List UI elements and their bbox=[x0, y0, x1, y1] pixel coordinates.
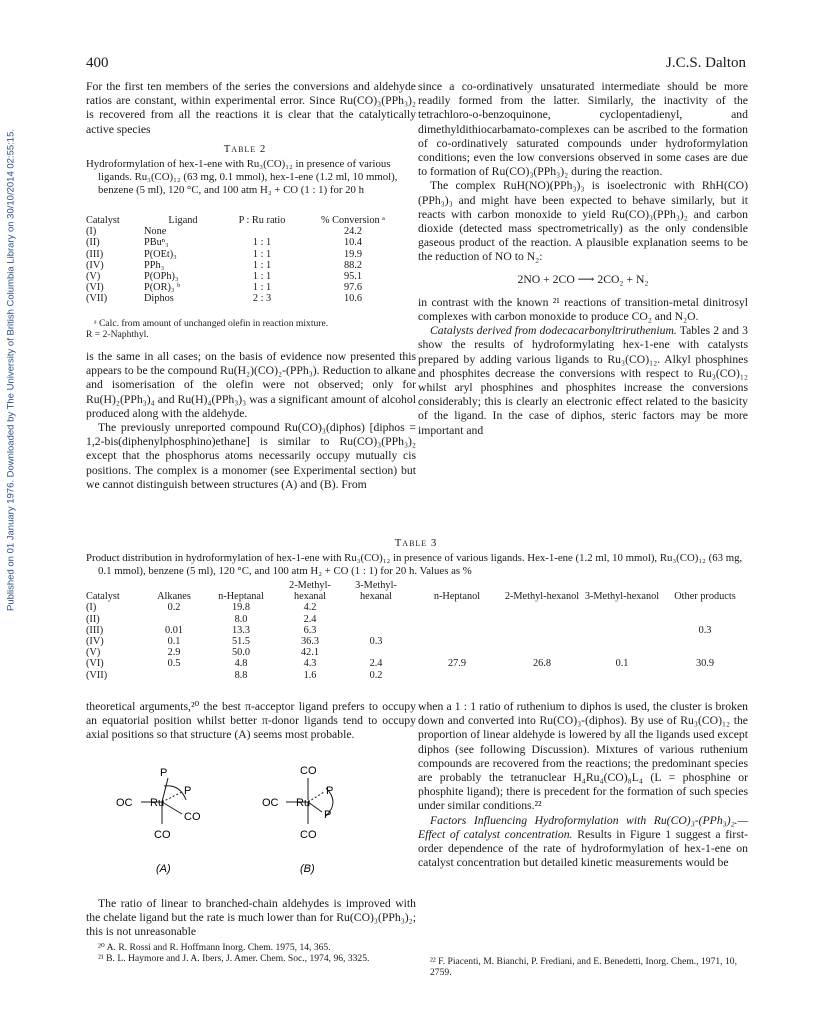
table-cell bbox=[502, 614, 582, 625]
table-3-title: Table 3 bbox=[394, 537, 438, 549]
paragraph: The ratio of linear to branched-chain aldehydes is improved with the chelate ligand but the rate is much lower than for Ru(CO)₃(PPh₃)₂; this is not unreasonable bbox=[86, 897, 416, 939]
paragraph-text: Results in Figure 1 suggest a first-order dependence of the rate of hydroformylation of hex-1-ene on catalyst concentration but detailed kinetic measurements would be bbox=[418, 827, 749, 870]
table-3 bbox=[86, 580, 748, 681]
table-cell: PBuⁿ₃ bbox=[144, 237, 169, 249]
table-cell: P(OR)₃ ᵇ bbox=[144, 282, 181, 294]
atom-label: CO bbox=[300, 765, 317, 777]
table-cell bbox=[662, 614, 748, 625]
table-cell: 1.6 bbox=[303, 669, 317, 681]
table-header: n-Heptanol bbox=[433, 591, 481, 603]
table-cell bbox=[662, 647, 748, 658]
table-cell: 88.2 bbox=[343, 259, 363, 271]
table-2-title: Table 2 bbox=[223, 143, 267, 155]
table-cell: 0.1 bbox=[167, 636, 181, 648]
atom-label: Ru bbox=[150, 797, 165, 809]
atom-label: CO bbox=[184, 811, 201, 823]
table-row bbox=[86, 271, 404, 282]
table-cell: 10.4 bbox=[343, 237, 363, 249]
table-header: 3-Methyl-hexanol bbox=[584, 591, 660, 603]
table-cell bbox=[582, 636, 662, 647]
left-footnotes bbox=[86, 942, 416, 964]
table-header: n-Heptanal bbox=[218, 591, 264, 603]
table-cell: 26.8 bbox=[532, 658, 552, 670]
left-mid-text bbox=[86, 350, 416, 492]
table-cell: 4.8 bbox=[234, 658, 248, 670]
table-cell: 19.8 bbox=[231, 602, 251, 614]
table-cell bbox=[502, 647, 582, 658]
table-row bbox=[86, 293, 404, 304]
table-cell: 36.3 bbox=[300, 636, 320, 648]
table-2-caption bbox=[86, 143, 404, 197]
table-cell: 95.1 bbox=[343, 271, 363, 283]
table-cell bbox=[502, 670, 582, 681]
table-cell: 97.6 bbox=[343, 282, 363, 294]
structure-label: (B) bbox=[300, 863, 315, 875]
download-notice bbox=[4, 100, 18, 640]
table-cell: PPh₃ bbox=[144, 259, 165, 271]
table-cell bbox=[662, 670, 748, 681]
paragraph-text: Tables 2 and 3 show the results of hydroformylating hex-1-ene with catalysts prepared by adding various ligands to Ru₃(CO)₁₂. Alkyl phosphines and phosphites decrease the conversions with respect to Ru₃(CO)₁₂ whilst aryl phosphines and phosphites increase the conversions considerably; this is clearly an electronic effect related to the basicity of the ligand. In the case of diphos, steric factors may be more important and bbox=[418, 324, 748, 437]
table-cell: 1 : 1 bbox=[252, 271, 272, 283]
left-bottom-text bbox=[86, 700, 416, 743]
table-row bbox=[86, 625, 748, 636]
table-cell: 13.3 bbox=[231, 624, 251, 636]
table-cell: (V) bbox=[86, 271, 101, 283]
footnote-21: ²¹ B. L. Haymore and J. A. Ibers, J. Amer. Chem. Soc., 1974, 96, 3325. bbox=[98, 953, 370, 964]
table-cell: (I) bbox=[86, 226, 97, 238]
table-header: Catalyst bbox=[86, 591, 120, 603]
table-cell: 2.9 bbox=[167, 647, 181, 659]
table-cell: 0.2 bbox=[167, 602, 181, 614]
table-cell: (VII) bbox=[86, 669, 108, 681]
table-cell bbox=[222, 226, 302, 237]
table-header: 2-Methyl-hexanal bbox=[289, 580, 331, 603]
table-row bbox=[86, 282, 404, 293]
table-cell: (III) bbox=[86, 624, 104, 636]
table-cell: 19.9 bbox=[343, 248, 363, 260]
atom-label: OC bbox=[262, 797, 279, 809]
table-cell: 6.3 bbox=[303, 624, 317, 636]
table-cell bbox=[412, 670, 502, 681]
table-row bbox=[86, 226, 404, 237]
journal-name: J.C.S. Dalton bbox=[666, 55, 747, 71]
table-cell: P(OPh)₃ bbox=[144, 271, 179, 283]
table-header: P : Ru ratio bbox=[238, 215, 286, 226]
paragraph: The complex RuH(NO)(PPh₃)₃ is isoelectronic with RhH(CO)(PPh₃)₃ and might have been expected to behave similarly, but it reacts with carbon monoxide to yield Ru(CO)₃(PPh₃)₂ and carbon dioxide (detected mass spectrometrically) as the only condensible gaseous product of the reaction. A plausible explanation seems to be the reduction of NO to N₂: bbox=[418, 179, 748, 264]
table-cell: 24.2 bbox=[343, 226, 363, 238]
table-cell: 42.1 bbox=[300, 647, 320, 659]
table-cell: 1 : 1 bbox=[252, 237, 272, 249]
table-row bbox=[86, 636, 748, 647]
atom-label: P bbox=[184, 785, 192, 797]
table-cell: 30.9 bbox=[695, 658, 715, 670]
table-header-row bbox=[86, 215, 404, 226]
atom-label: CO bbox=[300, 829, 317, 841]
table-cell: (VI) bbox=[86, 282, 104, 294]
table-cell: (II) bbox=[86, 613, 100, 625]
table-cell bbox=[340, 614, 412, 625]
table-cell: 0.2 bbox=[369, 669, 383, 681]
table-cell: 27.9 bbox=[447, 658, 467, 670]
table-header: Other products bbox=[674, 591, 736, 603]
table-header: 2-Methyl-hexanol bbox=[504, 591, 580, 603]
table-cell: 0.3 bbox=[698, 624, 712, 636]
table-cell: 1 : 1 bbox=[252, 282, 272, 294]
right-bottom-text bbox=[418, 700, 748, 870]
table-cell bbox=[412, 647, 502, 658]
table-3-caption bbox=[86, 537, 746, 578]
table-cell: 50.0 bbox=[231, 647, 251, 659]
right-footnotes bbox=[418, 956, 748, 978]
table-cell bbox=[340, 647, 412, 658]
table-cell: 2.4 bbox=[369, 658, 383, 670]
table-cell: 4.2 bbox=[303, 602, 317, 614]
table-cell: (V) bbox=[86, 647, 101, 659]
table-cell bbox=[662, 636, 748, 647]
right-top-text bbox=[418, 80, 748, 438]
footnote-a: ᵃ Calc. from amount of unchanged olefin in reaction mixture. bbox=[94, 318, 329, 329]
table-cell bbox=[662, 602, 748, 613]
paragraph: since a co-ordinatively unsaturated intermediate should be more readily formed from the latter. Similarly, the inactivity of the tetrachloro-o-benzoquinone, cyclopentadienyl, and dimethyldithiocarbamato-complexes can be ascribed to the formation of co-ordinatively saturated compounds under hydroformylation conditions; even the low conversions observed in some cases are due to formation of Ru(CO)₃(PPh₃)₂ during the reaction. bbox=[418, 80, 748, 179]
table-cell bbox=[412, 636, 502, 647]
paragraph: in contrast with the known ²¹ reactions of transition-metal dinitrosyl complexes with carbon monoxide to produce CO₂ and N₂O. bbox=[418, 295, 748, 324]
table-header-row bbox=[86, 580, 748, 602]
table-cell bbox=[582, 625, 662, 636]
table-cell: (III) bbox=[86, 248, 104, 260]
page-number: 400 bbox=[86, 55, 109, 71]
table-row bbox=[86, 260, 404, 271]
atom-label: OC bbox=[116, 797, 133, 809]
table-cell: (IV) bbox=[86, 259, 104, 271]
table-cell bbox=[502, 636, 582, 647]
table-cell: 2 : 3 bbox=[252, 293, 272, 305]
structure-diagrams bbox=[86, 758, 416, 888]
atom-label: P bbox=[324, 809, 332, 821]
table-cell bbox=[146, 614, 202, 625]
table-cell: 0.5 bbox=[167, 658, 181, 670]
table-cell bbox=[412, 602, 502, 613]
table-cell: 8.0 bbox=[234, 613, 248, 625]
table-header: 3-Methyl-hexanal bbox=[355, 580, 397, 603]
paragraph: For the first ten members of the series the conversions and aldehyde ratios are constant, within experimental error. Since Ru(CO)₃(PPh₃)₂ is recovered from all the reactions it is clear that the catalytically active species bbox=[86, 80, 416, 136]
table-row bbox=[86, 602, 748, 613]
footnote-20: ²⁰ A. R. Rossi and R. Hoffmann Inorg. Chem. 1975, 14, 365. bbox=[98, 942, 331, 953]
table-row bbox=[86, 249, 404, 260]
equation: 2NO + 2CO ⟶ 2CO₂ + N₂ bbox=[517, 272, 649, 286]
table-cell: 51.5 bbox=[231, 636, 251, 648]
table-cell: P(OEt)₃ bbox=[144, 248, 177, 260]
table-cell: Diphos bbox=[144, 293, 174, 305]
table-2-body bbox=[86, 226, 404, 304]
table-cell bbox=[340, 602, 412, 613]
table-cell: 1 : 1 bbox=[252, 248, 272, 260]
table-cell bbox=[582, 670, 662, 681]
table-row bbox=[86, 658, 748, 669]
table-3-caption-text: Product distribution in hydroformylation of hex-1-ene with Ru₃(CO)₁₂ in presence of various ligands. Hex-1-ene (1.2 ml, 10 mmol), Ru₃(CO)₁₂ (63 mg, 0.1 mmol), benzene (5 ml), 120 °C, and 100 atm H₂ + CO (1 : 1) for 20 h. Values as % bbox=[86, 552, 743, 577]
structure-label: (A) bbox=[156, 863, 171, 875]
table-cell: 2.4 bbox=[303, 613, 317, 625]
footnote-b: R = 2-Naphthyl. bbox=[86, 329, 149, 340]
table-cell: (I) bbox=[86, 602, 97, 614]
table-cell: 0.01 bbox=[164, 624, 184, 636]
table-2 bbox=[86, 215, 404, 305]
section-heading: Factors Influencing Hydroformylation with Ru(CO)₃-(PPh₃)₂.—Effect of catalyst concentration. bbox=[418, 813, 748, 841]
table-cell: (II) bbox=[86, 237, 100, 249]
table-cell: 0.3 bbox=[369, 636, 383, 648]
table-cell: (IV) bbox=[86, 636, 104, 648]
table-row bbox=[86, 614, 748, 625]
table-header: Catalyst bbox=[86, 215, 120, 226]
table-cell bbox=[582, 614, 662, 625]
atom-label: P bbox=[160, 767, 168, 779]
table-row bbox=[86, 670, 748, 681]
table-cell: 0.1 bbox=[615, 658, 629, 670]
table-cell: None bbox=[144, 226, 167, 238]
atom-label: CO bbox=[154, 829, 171, 841]
table-header: % Conversion ᵃ bbox=[320, 215, 386, 226]
paragraph bbox=[418, 814, 748, 871]
table-cell: 1 : 1 bbox=[252, 259, 272, 271]
table-cell bbox=[582, 647, 662, 658]
table-header: Ligand bbox=[168, 215, 198, 226]
table-cell: (VII) bbox=[86, 293, 108, 305]
table-cell: 10.6 bbox=[343, 293, 363, 305]
table-row bbox=[86, 647, 748, 658]
table-row bbox=[86, 237, 404, 248]
footnote-22: ²² F. Piacenti, M. Bianchi, P. Frediani, and E. Benedetti, Inorg. Chem., 1971, 10, 2759. bbox=[430, 956, 737, 978]
paragraph: is the same in all cases; on the basis of evidence now presented this appears to be the compound Ru(H₂)(CO)₂-(PPh₃). Reduction to alkane and isomerisation of the olefin were not observed; only for Ru(H)₂(PPh₃)₄ and Ru(H)₄(PPh₃)₃ was a significant amount of alcohol produced along with the aldehyde. bbox=[86, 350, 416, 420]
table-cell bbox=[502, 602, 582, 613]
left-top-text bbox=[86, 80, 416, 137]
table-cell: 8.8 bbox=[234, 669, 248, 681]
paragraph: The previously unreported compound Ru(CO)₃(diphos) [diphos = 1,2-bis(diphenylphosphino)ethane] is similar to Ru(CO)₃(PPh₃)₂ except that the phosphorus atoms necessarily occupy mutually cis positions. The complex is a monomer (see Experimental section) but we cannot distinguish between structures (A) and (B). From bbox=[86, 421, 416, 491]
table-2-caption-text: Hydroformylation of hex-1-ene with Ru₃(CO)₁₂ in presence of various ligands. Ru₃(CO)₁₂ (63 mg, 0.1 mmol), hex-1-ene (1.2 ml, 10 mmol), benzene (5 ml), 120 °C, and 100 atm H₂ + CO (1 : 1) for 20 h bbox=[86, 158, 398, 196]
table-cell bbox=[340, 625, 412, 636]
table-cell bbox=[502, 625, 582, 636]
table-header: Alkanes bbox=[157, 591, 191, 603]
table-cell: 4.3 bbox=[303, 658, 317, 670]
table-cell bbox=[582, 602, 662, 613]
paragraph: when a 1 : 1 ratio of ruthenium to diphos is used, the cluster is broken down and converted into Ru(CO)₃-(diphos). By use of Ru₃(CO)₁₂ the proportion of linear aldehyde is lowered by all the ligands used except diphos (see following Discussion). Mixtures of various ruthenium compounds are recovered from the reactions; the predominant species are probably the tetranuclear H₄Ru₄(CO)₈L₄ (L = phosphine or phosphite ligand); there is precedent for the formation of such species under similar conditions.²² bbox=[418, 700, 748, 813]
left-bottom-text-2 bbox=[86, 897, 416, 940]
table-cell bbox=[146, 670, 202, 681]
table-cell bbox=[412, 614, 502, 625]
atom-label: P bbox=[326, 785, 334, 797]
table-cell bbox=[412, 625, 502, 636]
section-heading: Catalysts derived from dodecacarbonyltriruthenium. bbox=[430, 324, 677, 338]
table-cell: (VI) bbox=[86, 658, 104, 670]
paragraph: theoretical arguments,²⁰ the best π-acceptor ligand prefers to occupy an equatorial position whilst better π-donor ligands tend to occupy axial positions so that structure (A) seems most probable. bbox=[86, 700, 416, 742]
table-3-body bbox=[86, 602, 748, 680]
download-notice-text: Published on 01 January 1976. Downloaded by The University of British Columbia Library on 30/10/2014 02:55:15. bbox=[5, 129, 17, 611]
table-2-footnotes bbox=[86, 318, 406, 340]
atom-label: Ru bbox=[296, 797, 311, 809]
paragraph bbox=[418, 324, 748, 438]
